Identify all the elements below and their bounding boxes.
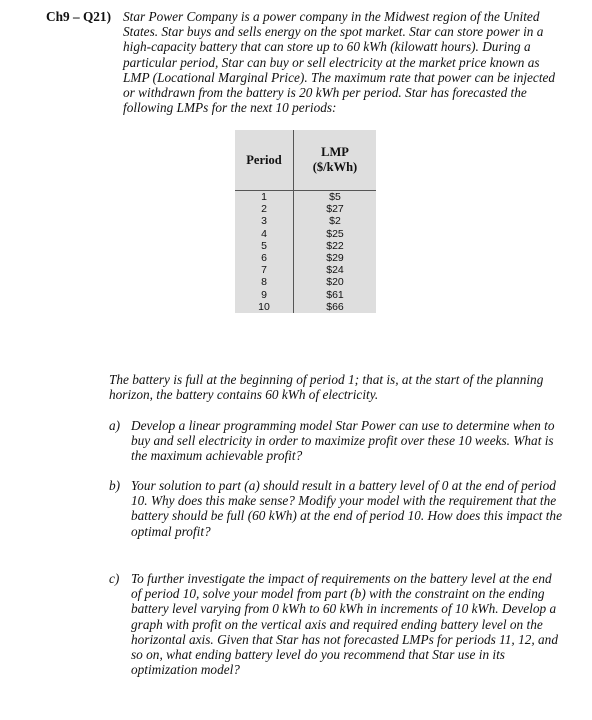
intro-line: or withdrawn from the battery is 20 kWh per period. Star has forecasted the — [123, 85, 527, 101]
note-line: The battery is full at the beginning of period 1; that is, at the start of the planning — [109, 372, 544, 387]
lmp-cell: $61 — [294, 289, 377, 301]
battery-note — [109, 372, 543, 402]
lmp-cell: $22 — [294, 240, 377, 252]
table-row — [235, 215, 376, 227]
question-intro — [123, 9, 563, 115]
part-line: Your solution to part (a) should result in a battery level of 0 at the end of period — [131, 478, 556, 493]
part-line: battery level varying from 0 kWh to 60 kWh in increments of 10 kWh. Develop a — [131, 601, 557, 617]
column-header-period: Period — [246, 152, 282, 167]
intro-line: States. Star buys and sells energy on the spot market. Star can store power in a — [123, 24, 544, 40]
part-line: optimal profit? — [131, 523, 211, 539]
lmp-cell: $29 — [294, 252, 377, 264]
note-line: horizon, the battery contains 60 kWh of electricity. — [109, 387, 379, 403]
lmp-cell: $25 — [294, 228, 377, 240]
part-line: buy and sell electricity in order to maximize profit over these 10 weeks. What is — [131, 433, 554, 449]
period-cell: 4 — [261, 227, 267, 240]
part-a — [109, 418, 569, 468]
table-row — [235, 240, 376, 252]
period-cell: 6 — [261, 252, 267, 265]
part-line: Develop a linear programming model Star Power can use to determine when to — [131, 418, 555, 433]
intro-line: Star Power Company is a power company in the Midwest region of the United — [123, 9, 540, 24]
lmp-table — [235, 130, 376, 313]
lmp-cell: $2 — [294, 215, 377, 227]
part-text — [131, 478, 562, 539]
column-header-lmp — [294, 130, 377, 191]
part-line: 10. Why does this make sense? Modify your model with the requirement that the — [131, 493, 557, 509]
part-line: graph with profit on the vertical axis and required ending battery level on the — [131, 616, 543, 632]
lmp-cell: $5 — [294, 191, 377, 204]
part-line: of period 10, solve your model from part (b) with the constraint on the ending — [131, 586, 545, 602]
question-label: Ch9 – Q21) — [46, 9, 112, 24]
table-row — [235, 276, 376, 288]
part-label: b) — [109, 478, 121, 493]
table-row — [235, 203, 376, 215]
period-cell: 1 — [235, 191, 294, 204]
table-row — [235, 289, 376, 301]
lmp-header-unit: ($/kWh) — [312, 160, 358, 174]
table-row — [235, 252, 376, 264]
lmp-cell: $66 — [294, 301, 377, 313]
part-b — [109, 478, 569, 542]
part-line: horizontal axis. Given that Star has not forecasted LMPs for periods 11, 12, and — [131, 631, 558, 647]
part-line: battery should be full (60 kWh) at the end of period 10. How does this impact the — [131, 508, 562, 524]
period-cell: 7 — [261, 264, 267, 277]
part-line: To further investigate the impact of requirements on the battery level at the end — [131, 571, 552, 586]
intro-line: LMP (Locational Marginal Price). The maximum rate that power can be injected — [123, 69, 556, 85]
part-line: the maximum achievable profit? — [131, 448, 303, 464]
part-text — [131, 418, 554, 464]
part-c — [109, 571, 569, 681]
lmp-cell: $27 — [294, 203, 377, 215]
period-cell: 2 — [261, 203, 267, 216]
table-row — [235, 191, 376, 204]
lmp-cell: $20 — [294, 276, 377, 288]
period-cell: 5 — [261, 239, 267, 252]
part-line: so on, what ending battery level do you recommend that Star use in its — [131, 647, 505, 663]
period-cell: 3 — [261, 215, 267, 228]
part-label: a) — [109, 418, 121, 433]
table-row — [235, 264, 376, 276]
lmp-cell: $24 — [294, 264, 377, 276]
period-cell: 9 — [261, 288, 267, 301]
part-label: c) — [109, 571, 120, 586]
table-row — [235, 228, 376, 240]
part-line: optimization model? — [131, 662, 240, 678]
part-text — [131, 571, 558, 677]
intro-line: high-capacity battery that can store up to 60 kWh (kilowatt hours). During a — [123, 39, 531, 55]
table-row — [235, 301, 376, 313]
intro-line: following LMPs for the next 10 periods: — [123, 100, 337, 116]
lmp-header-line: LMP — [321, 145, 349, 159]
period-cell: 8 — [261, 276, 267, 289]
intro-line: particular period, Star can buy or sell electricity at the market price known as — [123, 54, 540, 70]
period-cell: 10 — [258, 300, 270, 313]
